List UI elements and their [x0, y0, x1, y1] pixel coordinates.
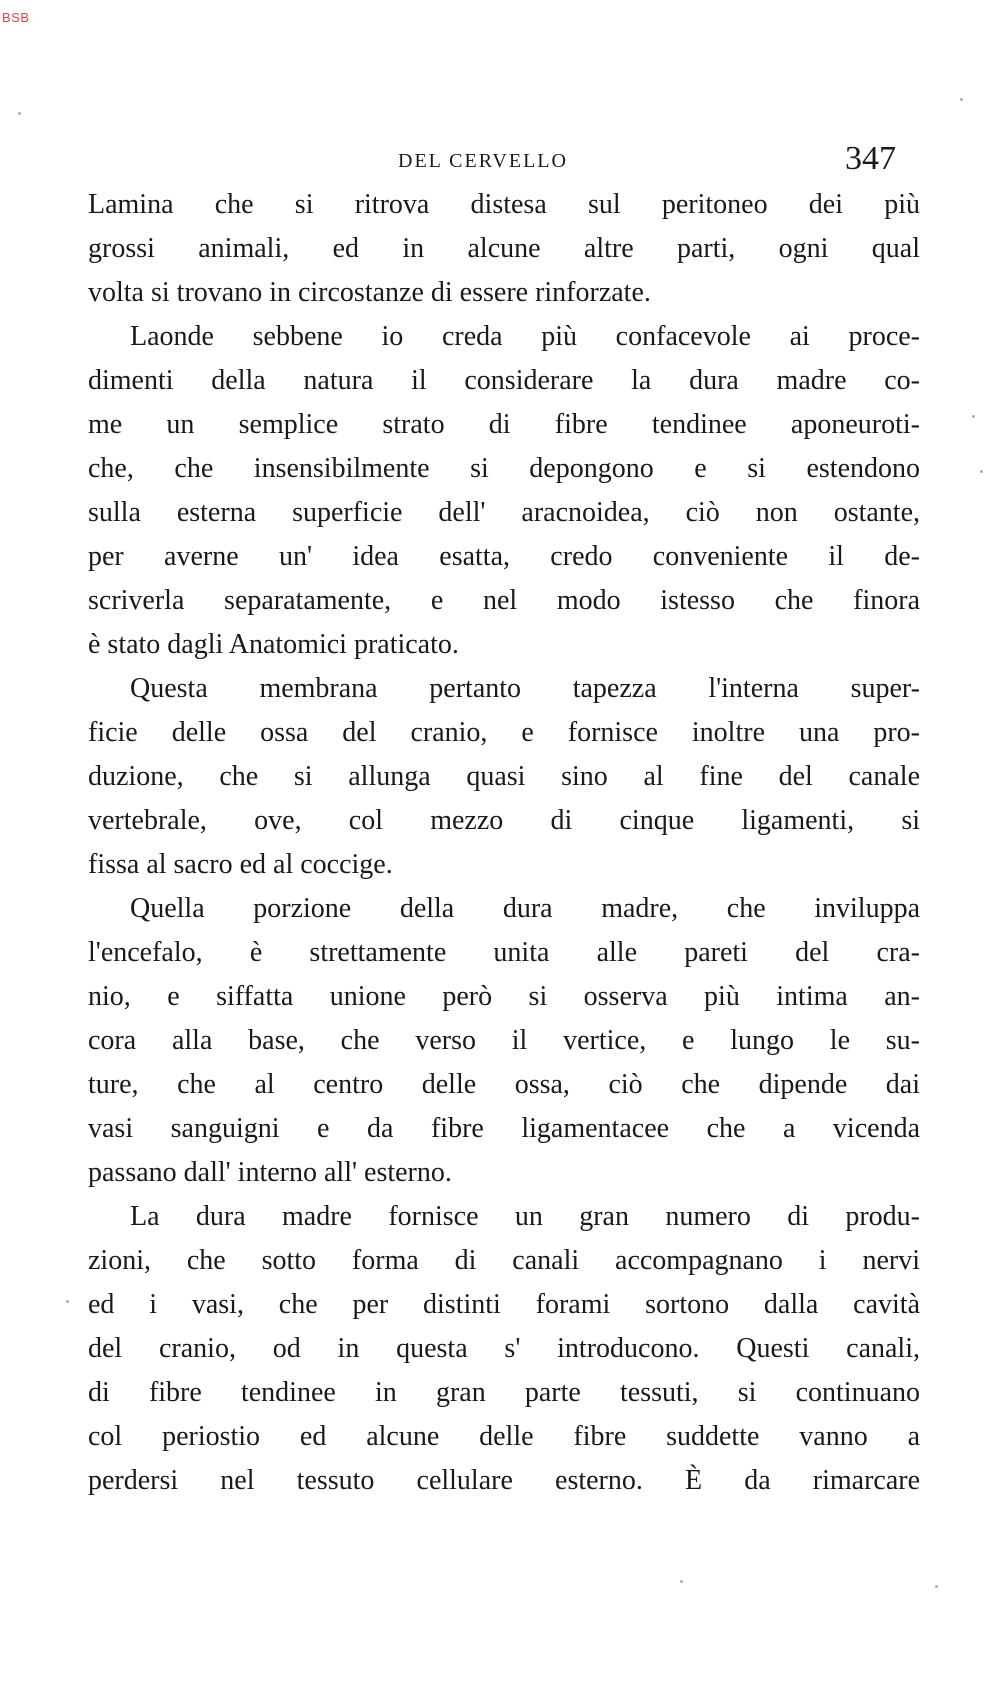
text-line: passano dall' interno all' esterno. [88, 1157, 452, 1188]
scan-speck [960, 98, 963, 101]
text-line: ture, che al centro delle ossa, ciò che dipende dai [88, 1069, 920, 1100]
paragraph-first-line: Questa membrana pertanto tapezza l'interna super- [130, 673, 920, 704]
text-line: col periostio ed alcune delle fibre suddette vanno a [88, 1421, 920, 1452]
text-line: me un semplice strato di fibre tendinee aponeuroti- [88, 409, 920, 440]
text-line: zioni, che sotto forma di canali accompagnano i nervi [88, 1245, 920, 1276]
text-line: duzione, che si allunga quasi sino al fine del canale [88, 761, 920, 792]
text-line: l'encefalo, è strettamente unita alle pareti del cra- [88, 937, 920, 968]
text-line: sulla esterna superficie dell' aracnoidea, ciò non ostante, [88, 497, 920, 528]
text-line: per averne un' idea esatta, credo conveniente il de- [88, 541, 920, 572]
text-line: fissa al sacro ed al coccige. [88, 849, 393, 880]
library-watermark: BSB [2, 10, 30, 25]
scan-speck [980, 470, 983, 473]
text-line: è stato dagli Anatomici praticato. [88, 629, 459, 660]
text-line: ed i vasi, che per distinti forami sortono dalla cavità [88, 1289, 920, 1320]
text-line: che, che insensibilmente si depongono e si estendono [88, 453, 920, 484]
running-title: DEL CERVELLO [398, 150, 568, 172]
scan-speck [680, 1580, 683, 1583]
text-line: cora alla base, che verso il vertice, e lungo le su- [88, 1025, 920, 1056]
text-line: volta si trovano in circostanze di essere rinforzate. [88, 277, 651, 308]
text-line: nio, e siffatta unione però si osserva più intima an- [88, 981, 920, 1012]
page-number: 347 [845, 140, 896, 177]
body-text [88, 183, 920, 1503]
text-line: scriverla separatamente, e nel modo istesso che finora [88, 585, 920, 616]
paragraph-first-line: Quella porzione della dura madre, che inviluppa [130, 893, 920, 924]
text-line: vasi sanguigni e da fibre ligamentacee che a vicenda [88, 1113, 920, 1144]
text-line: grossi animali, ed in alcune altre parti, ogni qual [88, 233, 920, 264]
text-line: Lamina che si ritrova distesa sul peritoneo dei più [88, 189, 920, 220]
running-header [0, 140, 1000, 180]
text-line: del cranio, od in questa s' introducono. Questi canali, [88, 1333, 920, 1364]
text-line: di fibre tendinee in gran parte tessuti, si continuano [88, 1377, 920, 1408]
text-line: perdersi nel tessuto cellulare esterno. È da rimarcare [88, 1465, 920, 1496]
scan-speck [972, 415, 975, 418]
scan-speck [18, 112, 21, 115]
scan-speck [935, 1585, 938, 1588]
scan-speck [66, 1300, 69, 1303]
text-line: dimenti della natura il considerare la dura madre co- [88, 365, 920, 396]
text-line: vertebrale, ove, col mezzo di cinque ligamenti, si [88, 805, 920, 836]
paragraph-first-line: Laonde sebbene io creda più confacevole ai proce- [130, 321, 920, 352]
paragraph-first-line: La dura madre fornisce un gran numero di produ- [130, 1201, 920, 1232]
text-line: ficie delle ossa del cranio, e fornisce inoltre una pro- [88, 717, 920, 748]
